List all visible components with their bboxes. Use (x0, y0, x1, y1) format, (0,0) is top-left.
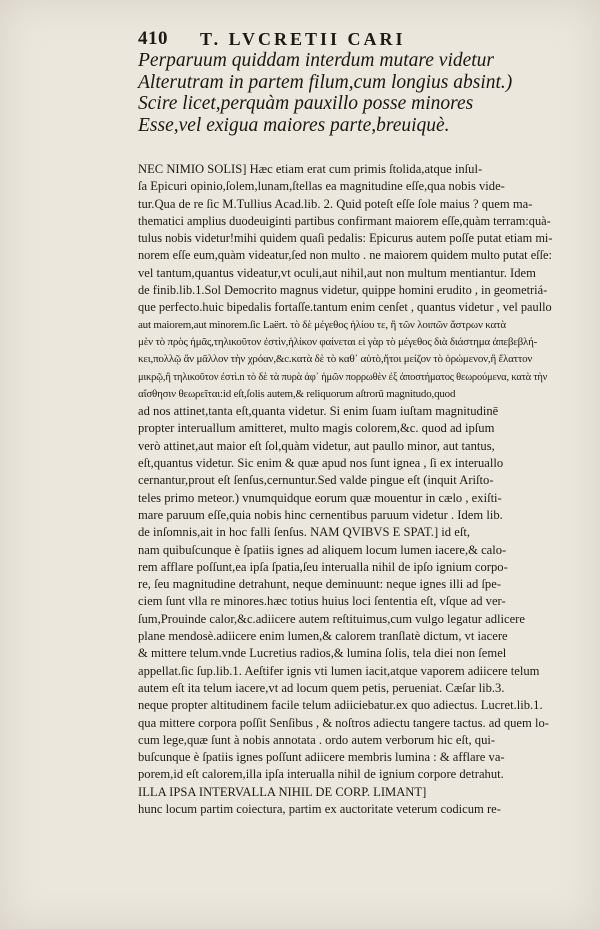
commentary-line: qua mittere corpora poſſit Senſibus , & noſtros adiectu tangere tactus. ad quem lo- (138, 715, 549, 730)
commentary-line: αἴσθησιν θεωρεῖται:id eſt,ſolis autem,& reliquorum aſtrorũ magnitudo,quod (138, 387, 456, 400)
commentary-line: tur.Qua de re ſic M.Tullius Acad.lib. 2. Quid poteſt eſſe ſole maius ? quem ma- (138, 196, 533, 211)
commentary-line: rem afflare poſſunt,ea ipſa ſpatia,ſeu interualla nihil de ipſo ignium corpo- (138, 559, 508, 574)
commentary-line: aut maiorem,aut minorem.ſic Laërt. τὸ δὲ μέγεθος ἡλίου τε, ἢ τῶν λοιπῶν ἄστρων κατὰ (138, 318, 506, 331)
commentary-line: de finib.lib.1.Sol Democrito magnus videtur, quippe homini erudito , in geometriá- (138, 283, 548, 298)
commentary-line: propter interuallum amitteret, multo magis colorem,&c. quod ad ipſum (138, 421, 495, 436)
commentary-line: eſt,quantus videtur. Sic enim & quæ apud nos ſunt ignea , ſi ex interuallo (138, 456, 504, 471)
commentary-line: nam quibuſcunque è ſpatiis ignes ad aliquem locum lumen iacere,& calo- (138, 542, 507, 557)
commentary-line: ILLA IPSA INTERVALLA NIHIL DE CORP. LIMANT] (138, 784, 427, 799)
commentary-line: tulus nobis videtur!mihi quidem quaſi pedalis: Epicurus autem poſſe putat etiam mi- (138, 231, 552, 246)
commentary-line: NEC NIMIO SOLIS] Hæc etiam erat cum primis ſtolida,atque inſul- (138, 162, 483, 176)
verse-line: Esse,vel exigua maiores parte,breuiquè. (138, 114, 450, 136)
commentary-line: teles primo meteor.) vnumquidque eorum quæ mouentur in cælo , exiſti- (138, 490, 502, 505)
commentary-line: cernantur,prout eſt ſenſus,cernuntur.Sed valde pingue eſt (inquit Ariſto- (138, 473, 494, 488)
commentary-line: norem eſſe eum,quàm videatur,ſed non multo . ne maiorem quidem multo putat eſſe: (138, 248, 552, 263)
commentary-line: buſcunque è ſpatiis ignes poſſunt adiicere membris lumina : & afflare va- (138, 750, 505, 765)
verse-block (138, 50, 538, 136)
commentary-line: ciem ſunt vlla re minores.hæc totius huius loci ſententia eſt, vſque ad ver- (138, 594, 506, 609)
page-header (138, 28, 558, 50)
verse-line: Alterutram in partem filum,cum longius absint.) (138, 71, 513, 93)
commentary-line: κει,πολλῷ ἂν μᾶλλον τὴν χρόαν,&c.κατὰ δὲ τὸ καθ᾽ αὑτὸ,ἤτοι μείζον τὸ ὁρώμενον,ἢ ἔλαττον (138, 353, 533, 366)
commentary-line: re, ſeu magnitudine detrahunt, neque deminuunt: neque ignes illi ad ſpe- (138, 577, 502, 592)
commentary-line: thematici amplius duodeuiginti partibus confirmant maiorem eſſe,quàm terram:quà- (138, 213, 551, 228)
commentary-line: hunc locum partim coiectura, partim ex auctoritate veterum codicum re- (138, 801, 501, 816)
verse-line: Scire licet,perquàm pauxillo posse minores (138, 93, 474, 114)
commentary-line: ad nos attinet,tanta eſt,quanta videtur. Si enim ſuam iuſtam magnitudinē (138, 404, 499, 419)
commentary-line: mare paruum eſſe,quia nobis hinc cernentibus paruum videtur . Idem lib. (138, 507, 503, 522)
commentary-line: μὲν τὸ πρὸς ἡμᾶς,τηλικοῦτον ἐστὶν,ἡλίκον φαίνεται εἰ γὰρ τὸ μέγεθος διὰ διάστημα ἀπεβεβλή- (138, 335, 538, 348)
commentary-line: neque propter altitudinem facile telum adiiciebatur.ex quo adiectus. Lucret.lib.1. (138, 698, 543, 713)
commentary-line: que perfecto.huic bipedalis fortaſſe.tantum enim cenſet , quantus videtur , vel paullo (138, 300, 552, 315)
commentary-line: vel tantum,quantus videatur,vt oculi,aut nihil,aut non multum mentiantur. Idem (138, 265, 536, 280)
commentary-line: autem eſt ita telum iacere,vt ad locum quem petis, perueniat. Cæſar lib.3. (138, 680, 505, 695)
commentary-block (138, 161, 552, 818)
page-number: 410 (138, 28, 168, 49)
commentary-line: porem,id eſt calorem,illa ipſa interualla nihil de ignium corpore detrahut. (138, 767, 504, 782)
verse-line: Perparuum quiddam interdum mutare videtur (138, 50, 495, 71)
commentary-line: ſum,Prouinde calor,&c.adiicere autem reſtituimus,cum vulgo legatur adlicere (138, 611, 525, 626)
commentary-line: ſa Epicuri opinio,ſolem,lunam,ſtellas ea magnitudine eſſe,qua nobis vide- (138, 179, 505, 194)
commentary-line: cum lege,quæ ſunt à nobis annotata . ordo autem verborum hic eſt, qui- (138, 732, 496, 747)
commentary-line: plane mendosè.adiicere enim lumen,& calorem tranſlatè dictum, vt iacere (138, 629, 508, 644)
commentary-line: verò attinet,aut maior eſt ſol,quàm videtur, aut paullo minor, aut tantus, (138, 438, 495, 453)
commentary-line: de inſomnis,ait in hoc falli ſenſus. NAM QVIBVS E SPAT.] id eſt, (138, 525, 470, 540)
commentary-line: appellat.ſic ſup.lib.1. Aeſtifer ignis vti lumen iacit,atque vaporem adiicere telum (138, 663, 540, 678)
commentary-line: μικρῷ,ἢ τηλικοῦτον ἐστὶ.n τὸ δὲ τὰ πυρὰ ἀφ᾽ ἡμῶν πορρωθὲν ἐξ ἀποστήματος θεωρούμενα, κατὰ τὴν (138, 371, 548, 383)
running-title: T. LVCRETII CARI (200, 29, 406, 49)
commentary-line: & mittere telum.vnde Lucretius radios,& lumina ſolis, tela diei non ſemel (138, 646, 507, 661)
